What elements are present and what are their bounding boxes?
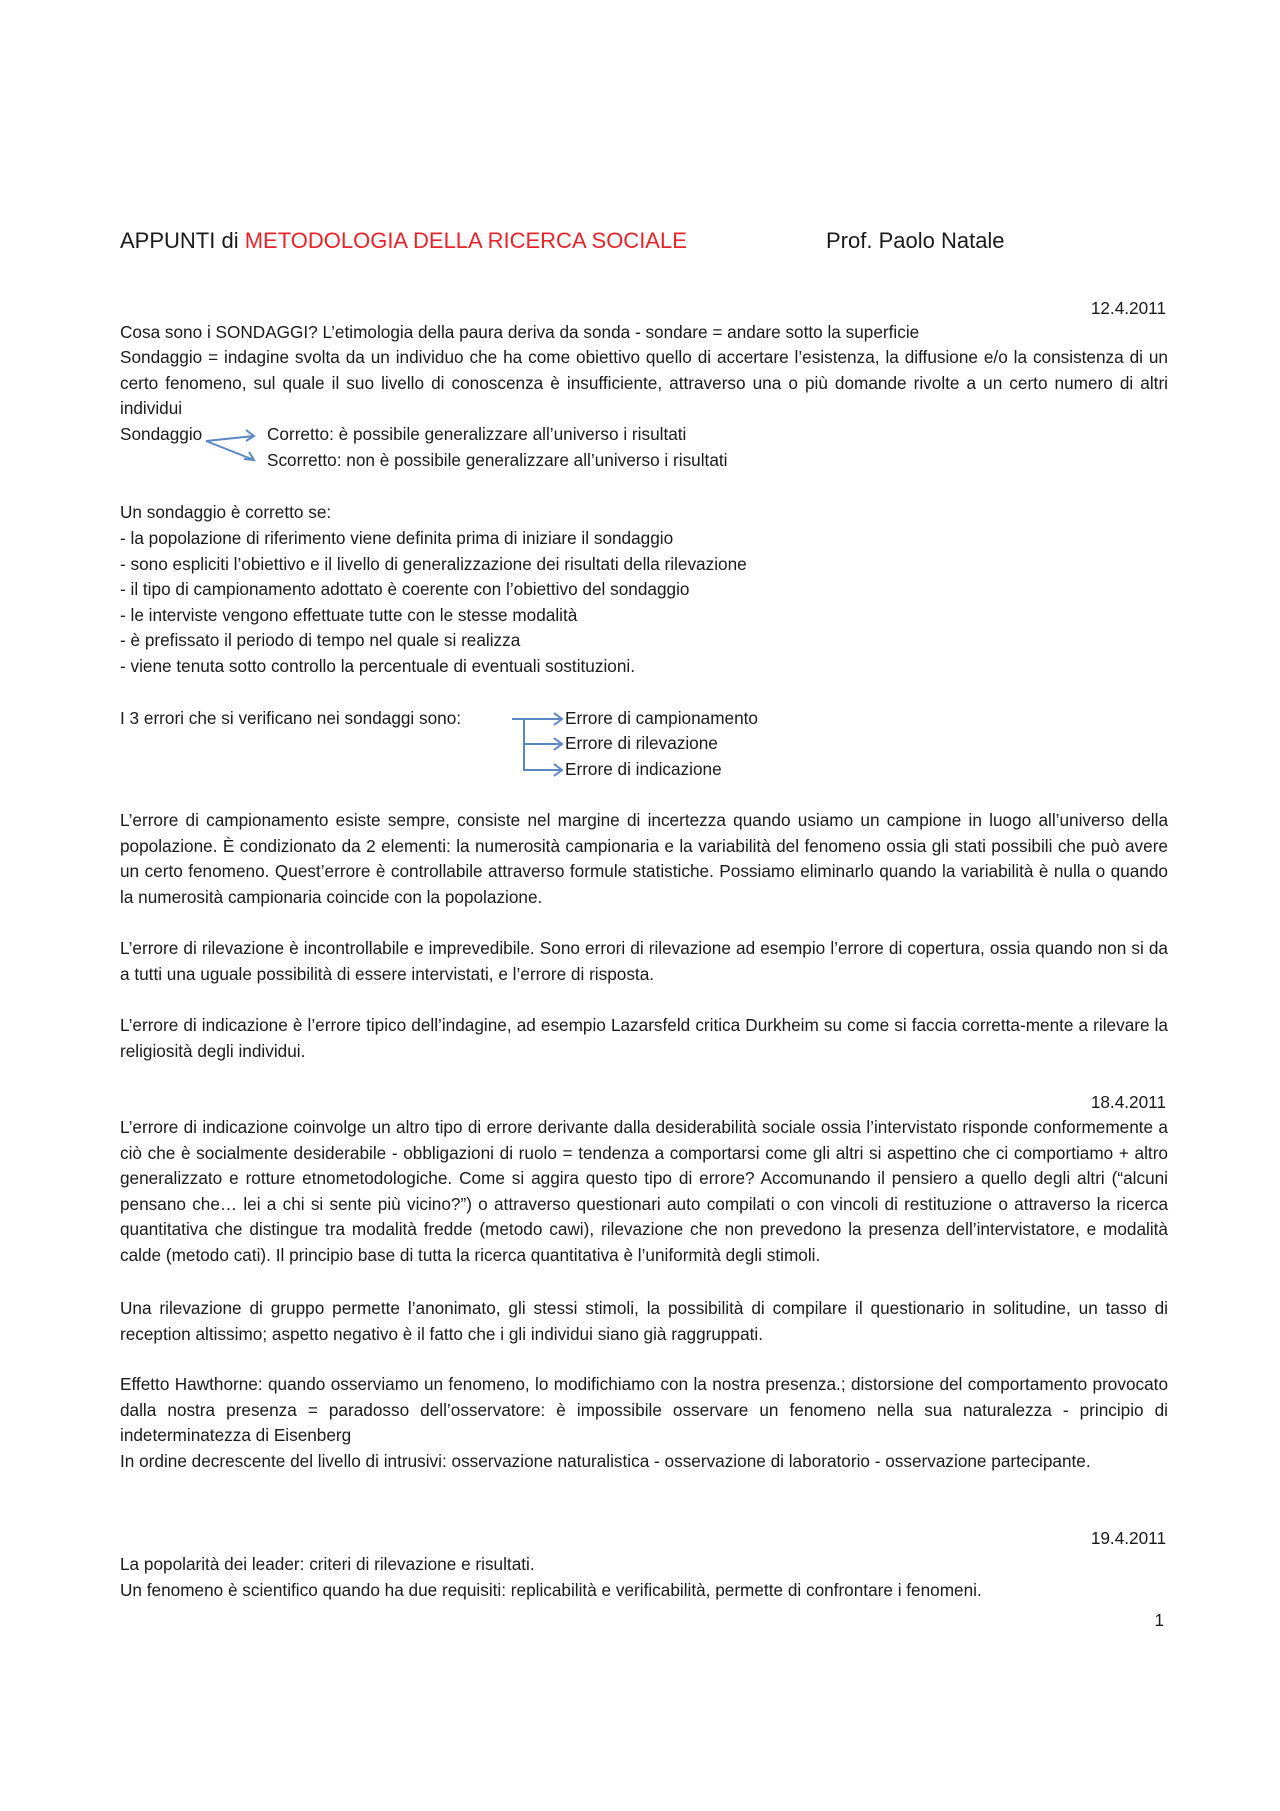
paragraph-rilevazione-gruppo: Una rilevazione di gruppo permette l’anonimato, gli stessi stimoli, la possibilità di compilare il questionario in solitudine, un tasso di reception altissimo; aspetto negativo è il fatto che i gli individui siano già raggruppati. [120, 1298, 1168, 1344]
title-subject: METODOLOGIA DELLA RICERCA SOCIALE [244, 228, 687, 253]
split-arrow-icon [204, 425, 264, 465]
paragraph-intrusivi: In ordine decrescente del livello di intrusivi: osservazione naturalistica - osservazione di laboratorio - osservazione partecipante. [120, 1451, 1091, 1471]
definition-paragraph: Sondaggio = indagine svolta da un individuo che ha come obiettivo quello di accertare l’esistenza, la diffusione e/o la consistenza di un certo fenomeno, sul quale il suo livello di conoscenza è insufficiente, attraverso una o più domande rivolte a un certo numero di altri individui [120, 347, 1168, 419]
error-item-campionamento: Errore di campionamento [565, 708, 758, 728]
intro-line: Cosa sono i SONDAGGI? L’etimologia della paura deriva da sonda - sondare = andare sotto la superficie [120, 322, 920, 342]
list-item: - la popolazione di riferimento viene definita prima di iniziare il sondaggio [120, 528, 674, 548]
errors-intro: I 3 errori che si verificano nei sondaggi sono: [120, 708, 462, 728]
diagram-root-label: Sondaggio [120, 424, 203, 444]
title-text [120, 228, 687, 254]
date-12-4-2011: 12.4.2011 [1090, 298, 1166, 318]
list-item: - le interviste vengono effettuate tutte con le stesse modalità [120, 605, 578, 625]
paragraph-hawthorne: Effetto Hawthorne: quando osserviamo un fenomeno, lo modifichiamo con la nostra presenza.; distorsione del comportamento provocato dalla nostra presenza = paradosso dell’osservatore: è impossibile osservare un fenomeno nella sua naturalezza - principio di indeterminatezza di Eisenberg [120, 1374, 1168, 1446]
diagram-branch-incorrect: Scorretto: non è possibile generalizzare all’universo i risultati [267, 450, 728, 470]
list-item: - sono espliciti l’obiettivo e il livello di generalizzazione dei risultati della rilevazione [120, 554, 747, 574]
paragraph-indicazione: L’errore di indicazione è l’errore tipico dell’indagine, ad esempio Lazarsfeld critica Durkheim su come si faccia corretta-mente a rilevare la religiosità degli individui. [120, 1015, 1168, 1061]
scientifico-line: Un fenomeno è scientifico quando ha due requisiti: replicabilità e verificabilità, permette di confrontare i fenomeni. [120, 1580, 982, 1600]
error-item-indicazione: Errore di indicazione [565, 759, 722, 779]
list-item: - il tipo di campionamento adottato è coerente con l’obiettivo del sondaggio [120, 579, 690, 599]
correct-heading: Un sondaggio è corretto se: [120, 502, 332, 522]
list-item: - è prefissato il periodo di tempo nel quale si realizza [120, 630, 521, 650]
paragraph-rilevazione: L’errore di rilevazione è incontrollabile e imprevedibile. Sono errori di rilevazione ad esempio l’errore di copertura, ossia quando non si da a tutti una uguale possibilità di essere intervistati, e l’errore di risposta. [120, 938, 1168, 984]
list-item: - viene tenuta sotto controllo la percentuale di eventuali sostituzioni. [120, 656, 635, 676]
diagram-branch-correct: Corretto: è possibile generalizzare all’universo i risultati [267, 424, 687, 444]
error-item-rilevazione: Errore di rilevazione [565, 733, 718, 753]
title-prefix: APPUNTI di [120, 228, 245, 253]
date-18-4-2011: 18.4.2011 [1090, 1092, 1166, 1112]
date-19-4-2011: 19.4.2011 [1090, 1528, 1166, 1548]
professor-name: Prof. Paolo Natale [826, 228, 1005, 253]
page-number: 1 [1154, 1610, 1164, 1630]
popolarita-line: La popolarità dei leader: criteri di rilevazione e risultati. [120, 1554, 535, 1574]
paragraph-desiderabilita: L’errore di indicazione coinvolge un altro tipo di errore derivante dalla desiderabilità sociale ossia l’intervistato risponde conformemente a ciò che è socialmente desiderabile - obbligazioni di ruolo = tendenza a comportarsi come gli altri si aspettino che ci comportiamo + altro generalizzato e rotture etnometodologiche. Come si aggira questo tipo di errore? Accomunando il pensiero a quello degli altri (“alcuni pensano che… lei a chi si sente più vicino?”) o attraverso questionari auto compilati o con vincoli di restituzione o attraverso la ricerca quantitativa che distingue tra modalità fredde (metodo cawi), rilevazione che non prevedono la presenza dell’intervistatore, e modalità calde (metodo cati). Il principio base di tutta la ricerca quantitativa è l’uniformità degli stimoli. [120, 1117, 1168, 1265]
paragraph-campionamento: L’errore di campionamento esiste sempre, consiste nel margine di incertezza quando usiamo un campione in luogo all’universo della popolazione. È condizionato da 2 elementi: la numerosità campionaria e la variabilità del fenomeno ossia gli stati possibili che può avere un certo fenomeno. Quest’errore è controllabile attraverso formule statistiche. Possiamo eliminarlo quando la variabilità è nulla o quando la numerosità campionaria coincide con la popolazione. [120, 810, 1168, 907]
document-title [120, 228, 1160, 262]
